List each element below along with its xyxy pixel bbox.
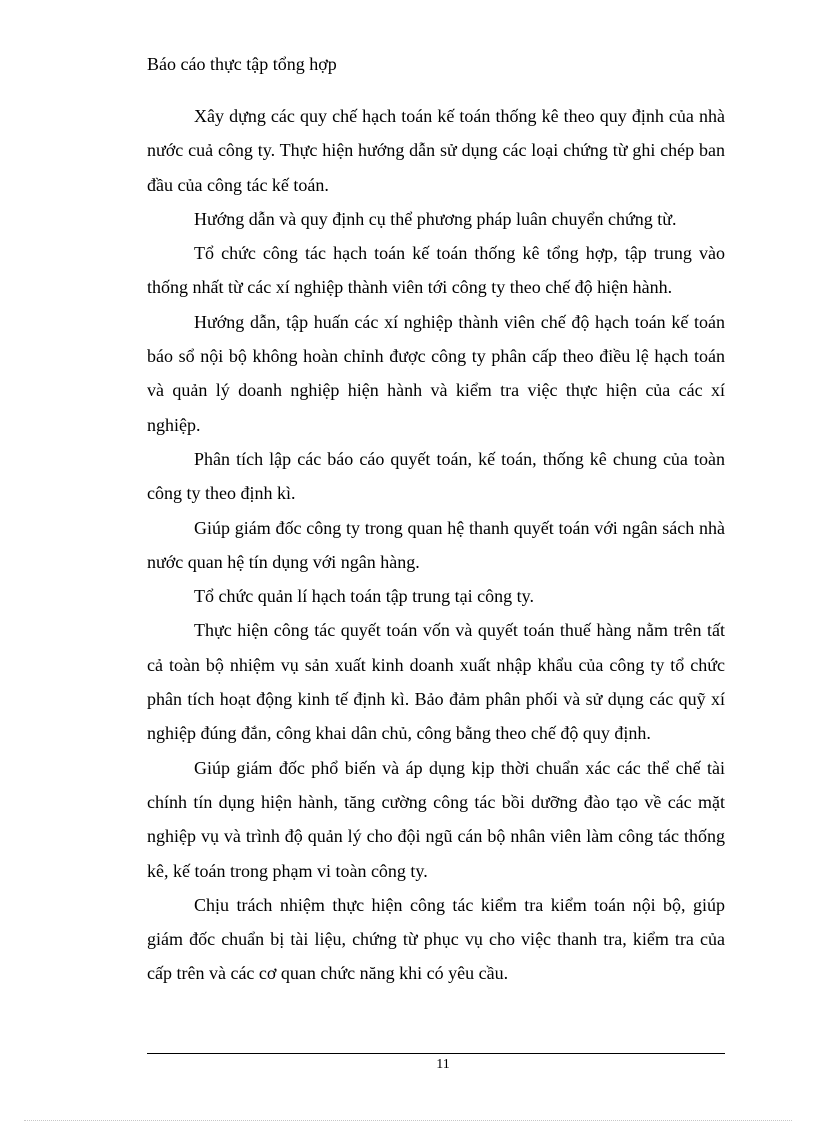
paragraph: Tổ chức quản lí hạch toán tập trung tại công ty. <box>194 586 534 607</box>
paragraph: Giúp giám đốc phổ biến và áp dụng kịp thời chuẩn xác các thể chế tài chính tín dụng hiện hành, tăng cường công tác bồi dưỡng đào tạo về các mặt nghiệp vụ và trình độ quản lý cho đội ngũ cán bộ nhân viên làm công tác thống kê, kế toán trong phạm vi toàn công ty. <box>147 757 725 881</box>
body-text <box>147 99 725 991</box>
page-edge-divider <box>24 1120 792 1121</box>
paragraph: Phân tích lập các báo cáo quyết toán, kế toán, thống kê chung của toàn công ty theo định kì. <box>147 448 725 504</box>
paragraph: Chịu trách nhiệm thực hiện công tác kiểm tra kiểm toán nội bộ, giúp giám đốc chuẩn bị tài liệu, chứng từ phục vụ cho việc thanh tra, kiểm tra của cấp trên và các cơ quan chức năng khi có yêu cầu. <box>147 894 725 984</box>
paragraph: Hướng dẫn, tập huấn các xí nghiệp thành viên chế độ hạch toán kế toán báo sổ nội bộ không hoàn chỉnh được công ty phân cấp theo điều lệ hạch toán và quản lý doanh nghiệp hiện hành và kiểm tra việc thực hiện của các xí nghiệp. <box>147 311 725 435</box>
footer-rule <box>147 1053 725 1054</box>
page-number: 11 <box>436 1057 450 1072</box>
paragraph: Hướng dẫn và quy định cụ thể phương pháp luân chuyển chứng từ. <box>194 208 677 229</box>
page-header-title: Báo cáo thực tập tổng hợp <box>147 54 337 74</box>
paragraph: Giúp giám đốc công ty trong quan hệ thanh quyết toán với ngân sách nhà nước quan hệ tín dụng với ngân hàng. <box>147 517 725 572</box>
paragraph: Xây dựng các quy chế hạch toán kế toán thống kê theo quy định của nhà nước cuả công ty. Thực hiện hướng dẫn sử dụng các loại chứng từ ghi chép ban đầu của công tác kế toán. <box>147 106 725 195</box>
paragraph: Tổ chức công tác hạch toán kế toán thống kê tổng hợp, tập trung vào thống nhất từ các xí nghiệp thành viên tới công ty theo chế độ hiện hành. <box>147 243 725 298</box>
paragraph: Thực hiện công tác quyết toán vốn và quyết toán thuế hàng nằm trên tất cả toàn bộ nhiệm vụ sản xuất kinh doanh xuất nhập khẩu của công ty tổ chức phân tích hoạt động kinh tế định kì. Bảo đảm phân phối và sử dụng các quỹ xí nghiệp đúng đắn, công khai dân chủ, công bằng theo chế độ quy định. <box>147 620 725 744</box>
